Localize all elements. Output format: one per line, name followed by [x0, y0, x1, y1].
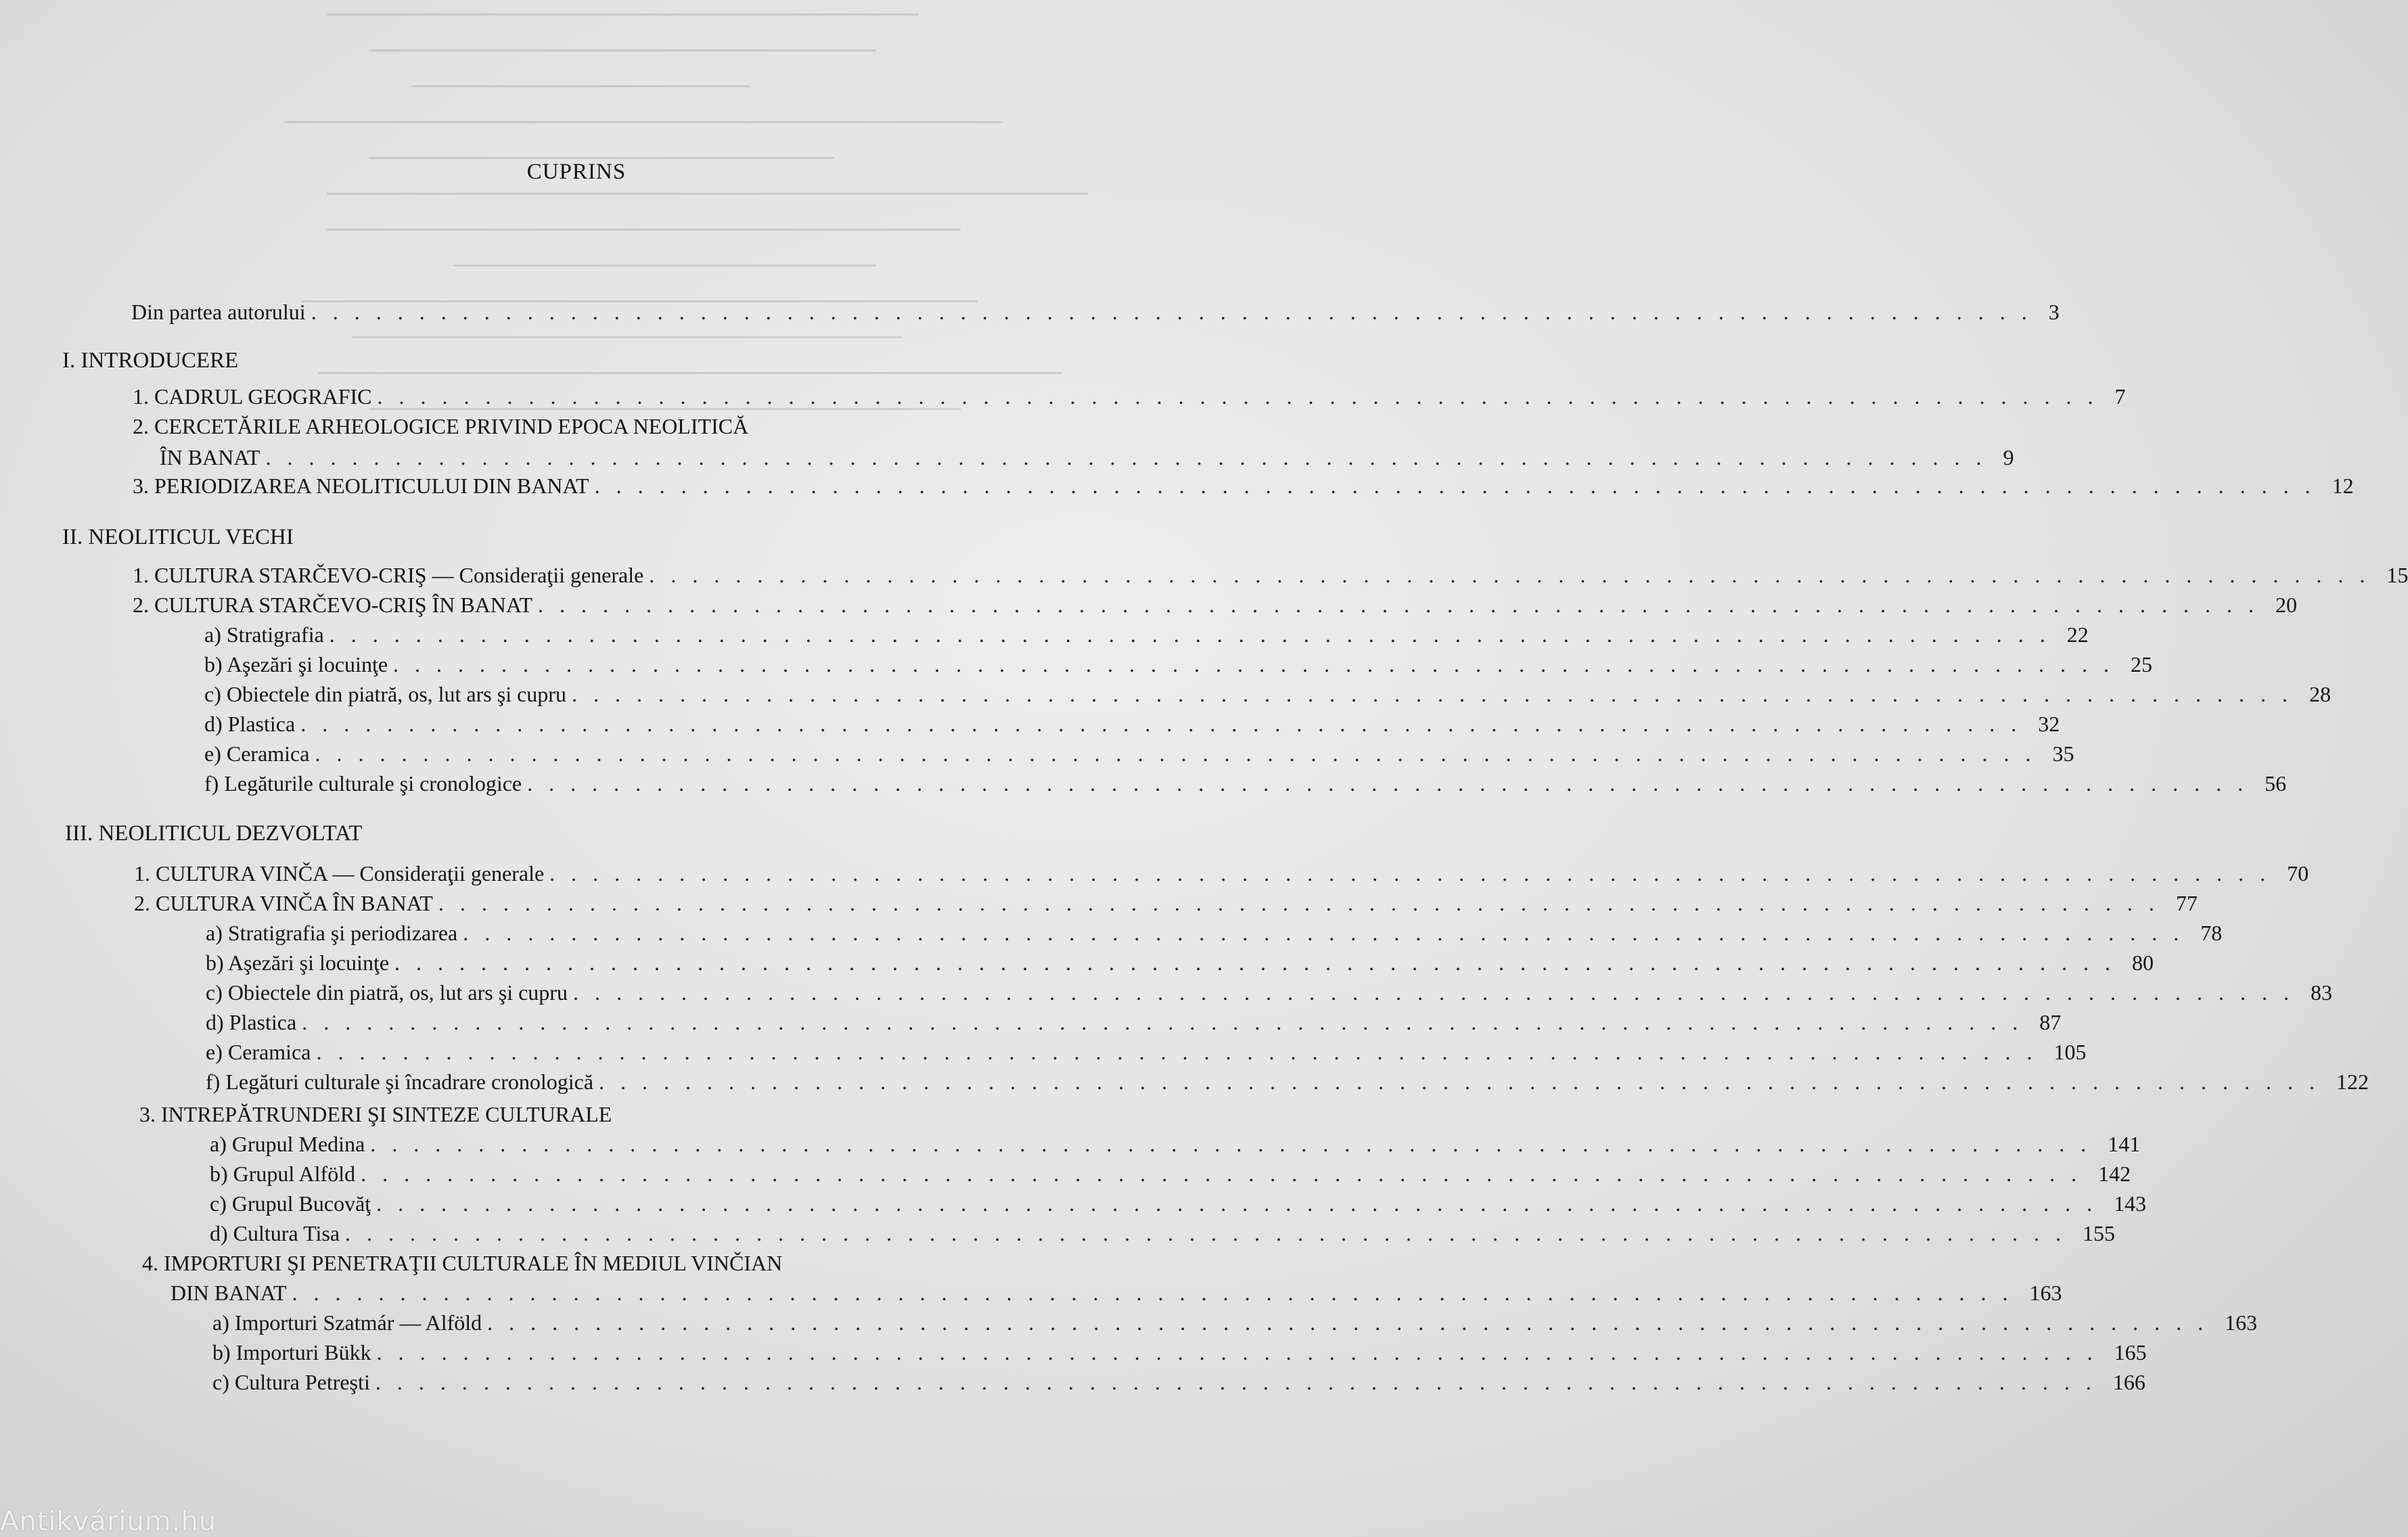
- toc-entry-page: 143: [2114, 1191, 2147, 1216]
- leader-dots: ................................................................................: [315, 741, 2047, 766]
- toc-entry-page: 80: [2132, 950, 2154, 975]
- toc-entry-label: b) Importuri Bükk: [212, 1340, 371, 1364]
- toc-entry[interactable]: [133, 563, 2408, 594]
- leader-dots: ................................................................................: [377, 384, 2110, 409]
- toc-entry[interactable]: [133, 593, 2297, 624]
- leader-dots: ................................................................................: [438, 891, 2171, 915]
- toc-entry[interactable]: [204, 712, 2060, 743]
- toc-entry-label: d) Plastica: [204, 712, 296, 736]
- toc-entry-page: 22: [2066, 622, 2089, 647]
- toc-entry-label: b) Aşezări şi locuinţe: [204, 652, 388, 676]
- leader-dots: ................................................................................: [370, 1132, 2103, 1156]
- toc-entry-page: 9: [2003, 445, 2014, 469]
- toc-entry-page: 78: [2200, 921, 2223, 945]
- leader-dots: ................................................................................: [599, 1070, 2332, 1094]
- toc-entry-page: 12: [2332, 474, 2354, 498]
- toc-entry-label: b) Grupul Alföld: [210, 1162, 356, 1186]
- leader-dots: ................................................................................: [265, 445, 1998, 469]
- toc-entry-label[interactable]: 4. IMPORTURI ŞI PENETRAŢII CULTURALE ÎN MEDIUL VINČIAN: [142, 1251, 783, 1275]
- toc-entry-page: 122: [2336, 1070, 2369, 1094]
- toc-entry-label: 1. CADRUL GEOGRAFIC: [133, 384, 372, 409]
- toc-entry[interactable]: [210, 1162, 2131, 1193]
- toc-entry-page: 28: [2309, 682, 2331, 706]
- toc-entry[interactable]: [160, 445, 2014, 476]
- watermark: Antikvárium.hu: [0, 1506, 217, 1537]
- toc-entry-label: e) Ceramica: [206, 1040, 311, 1064]
- toc-entry[interactable]: [206, 921, 2223, 952]
- leader-dots: ................................................................................: [594, 474, 2327, 498]
- leader-dots: ................................................................................: [571, 682, 2304, 706]
- toc-entry-page: 142: [2098, 1162, 2131, 1186]
- toc-entry-label: e) Ceramica: [204, 741, 310, 766]
- toc-entry-page: 105: [2053, 1040, 2087, 1064]
- leader-dots: ................................................................................: [527, 771, 2260, 796]
- toc-entry-label: c) Cultura Petreşti: [212, 1370, 370, 1394]
- toc-entry[interactable]: [204, 771, 2287, 802]
- toc-entry-label: 1. CULTURA STARČEVO-CRIŞ — Consideraţii generale: [133, 563, 644, 587]
- toc-entry-label: a) Stratigrafia: [204, 622, 324, 647]
- leader-dots: ................................................................................: [537, 593, 2270, 617]
- toc-entry-label: f) Legături culturale şi încadrare cronologică: [206, 1070, 594, 1094]
- leader-dots: ................................................................................: [463, 921, 2196, 945]
- toc-entry-page: 77: [2175, 891, 2198, 915]
- toc-entry[interactable]: [204, 652, 2153, 683]
- toc-entry-label[interactable]: 2. CERCETĂRILE ARHEOLOGICE PRIVIND EPOCA NEOLITICĂ: [133, 414, 749, 438]
- toc-entry-page: 163: [2029, 1281, 2062, 1305]
- toc-entry-label: a) Grupul Medina: [210, 1132, 365, 1156]
- toc-entry-label: 3. PERIODIZAREA NEOLITICULUI DIN BANAT: [133, 474, 589, 498]
- toc-entry-page: 7: [2114, 384, 2126, 409]
- toc-entry[interactable]: [134, 891, 2198, 922]
- toc-entry-label: c) Grupul Bucovăţ: [210, 1191, 371, 1216]
- toc-entry[interactable]: [133, 474, 2354, 505]
- leader-dots: ................................................................................: [375, 1370, 2108, 1394]
- leader-dots: ................................................................................: [329, 622, 2062, 647]
- toc-entry-label: d) Plastica: [206, 1010, 297, 1034]
- page-title: CUPRINS: [526, 160, 627, 184]
- toc-entry[interactable]: [210, 1191, 2147, 1222]
- section-heading-neoliticul-dezvoltat: III. NEOLITICUL DEZVOLTAT: [65, 821, 363, 846]
- toc-entry-page: 166: [2112, 1370, 2145, 1394]
- leader-dots: ................................................................................: [376, 1340, 2109, 1364]
- toc-entry-label: 1. CULTURA VINČA — Consideraţii generale: [134, 861, 545, 886]
- leader-dots: ................................................................................: [649, 563, 2382, 587]
- leader-dots: ................................................................................: [345, 1221, 2078, 1245]
- leader-dots: ................................................................................: [572, 980, 2305, 1005]
- toc-entry[interactable]: [206, 1040, 2087, 1071]
- toc-entry[interactable]: [204, 622, 2089, 653]
- toc-entry[interactable]: [212, 1310, 2258, 1341]
- leader-dots: ................................................................................: [316, 1040, 2049, 1064]
- toc-entry-page: 83: [2310, 980, 2332, 1005]
- toc-entry-page: 70: [2287, 861, 2309, 886]
- toc-entry[interactable]: [206, 950, 2154, 982]
- section-heading-introducere: I. INTRODUCERE: [62, 348, 239, 373]
- toc-entry-page: 20: [2275, 593, 2297, 617]
- toc-subsection-heading[interactable]: 3. INTREPĂTRUNDERI ŞI SINTEZE CULTURALE: [139, 1102, 612, 1126]
- leader-dots: ................................................................................: [549, 861, 2282, 886]
- toc-entry[interactable]: [206, 980, 2332, 1011]
- toc-entry-label: Din partea autorului: [131, 300, 306, 324]
- toc-entry-page: 165: [2114, 1340, 2147, 1364]
- toc-entry-label: c) Obiectele din piatră, os, lut ars şi cupru: [204, 682, 566, 706]
- toc-entry-page: 15: [2386, 563, 2408, 587]
- toc-entry-page: 32: [2038, 712, 2060, 736]
- toc-entry-page: 56: [2265, 771, 2287, 796]
- toc-entry[interactable]: [212, 1340, 2147, 1371]
- toc-entry[interactable]: [206, 1070, 2369, 1101]
- toc-entry-page: 155: [2083, 1221, 2116, 1245]
- toc-entry[interactable]: [210, 1132, 2141, 1163]
- toc-entry-label: c) Obiectele din piatră, os, lut ars şi cupru: [206, 980, 568, 1005]
- toc-entry-preface[interactable]: [131, 300, 2060, 331]
- leader-dots: ................................................................................: [394, 950, 2127, 975]
- section-heading-neoliticul-vechi: II. NEOLITICUL VECHI: [62, 525, 294, 549]
- toc-entry[interactable]: [133, 384, 2126, 415]
- toc-entry-label: 2. CULTURA STARČEVO-CRIŞ ÎN BANAT: [133, 593, 532, 617]
- toc-entry-label: d) Cultura Tisa: [210, 1221, 340, 1245]
- leader-dots: ................................................................................: [376, 1191, 2109, 1216]
- toc-entry-page: 3: [2048, 300, 2060, 324]
- toc-entry-label: b) Aşezări şi locuinţe: [206, 950, 390, 975]
- toc-entry[interactable]: [206, 1010, 2062, 1041]
- toc-entry-page: 25: [2131, 652, 2153, 676]
- leader-dots: ................................................................................: [487, 1310, 2220, 1335]
- toc-entry[interactable]: [212, 1370, 2145, 1401]
- toc-entry-page: 141: [2108, 1132, 2141, 1156]
- toc-entry-label: f) Legăturile culturale şi cronologice: [204, 771, 522, 796]
- leader-dots: ................................................................................: [302, 1010, 2035, 1034]
- toc-entry[interactable]: [210, 1221, 2116, 1252]
- toc-entry[interactable]: [171, 1281, 2062, 1312]
- toc-entry-label: 2. CULTURA VINČA ÎN BANAT: [134, 891, 433, 915]
- leader-dots: ................................................................................: [311, 300, 2043, 324]
- leader-dots: ................................................................................: [300, 712, 2033, 736]
- toc-entry-label-continued: DIN BANAT: [171, 1281, 287, 1305]
- leader-dots: ................................................................................: [393, 652, 2126, 676]
- toc-entry[interactable]: [204, 682, 2331, 713]
- toc-entry[interactable]: [204, 741, 2074, 773]
- toc-entry-page: 163: [2225, 1310, 2258, 1335]
- leader-dots: ................................................................................: [361, 1162, 2093, 1186]
- toc-entry-label: a) Importuri Szatmár — Alföld: [212, 1310, 482, 1335]
- toc-entry[interactable]: [134, 861, 2309, 892]
- leader-dots: ................................................................................: [292, 1281, 2024, 1305]
- toc-entry-label-continued: ÎN BANAT: [160, 445, 260, 469]
- toc-entry-label: a) Stratigrafia şi periodizarea: [206, 921, 458, 945]
- toc-entry-page: 35: [2052, 741, 2074, 766]
- toc-entry-page: 87: [2039, 1010, 2062, 1034]
